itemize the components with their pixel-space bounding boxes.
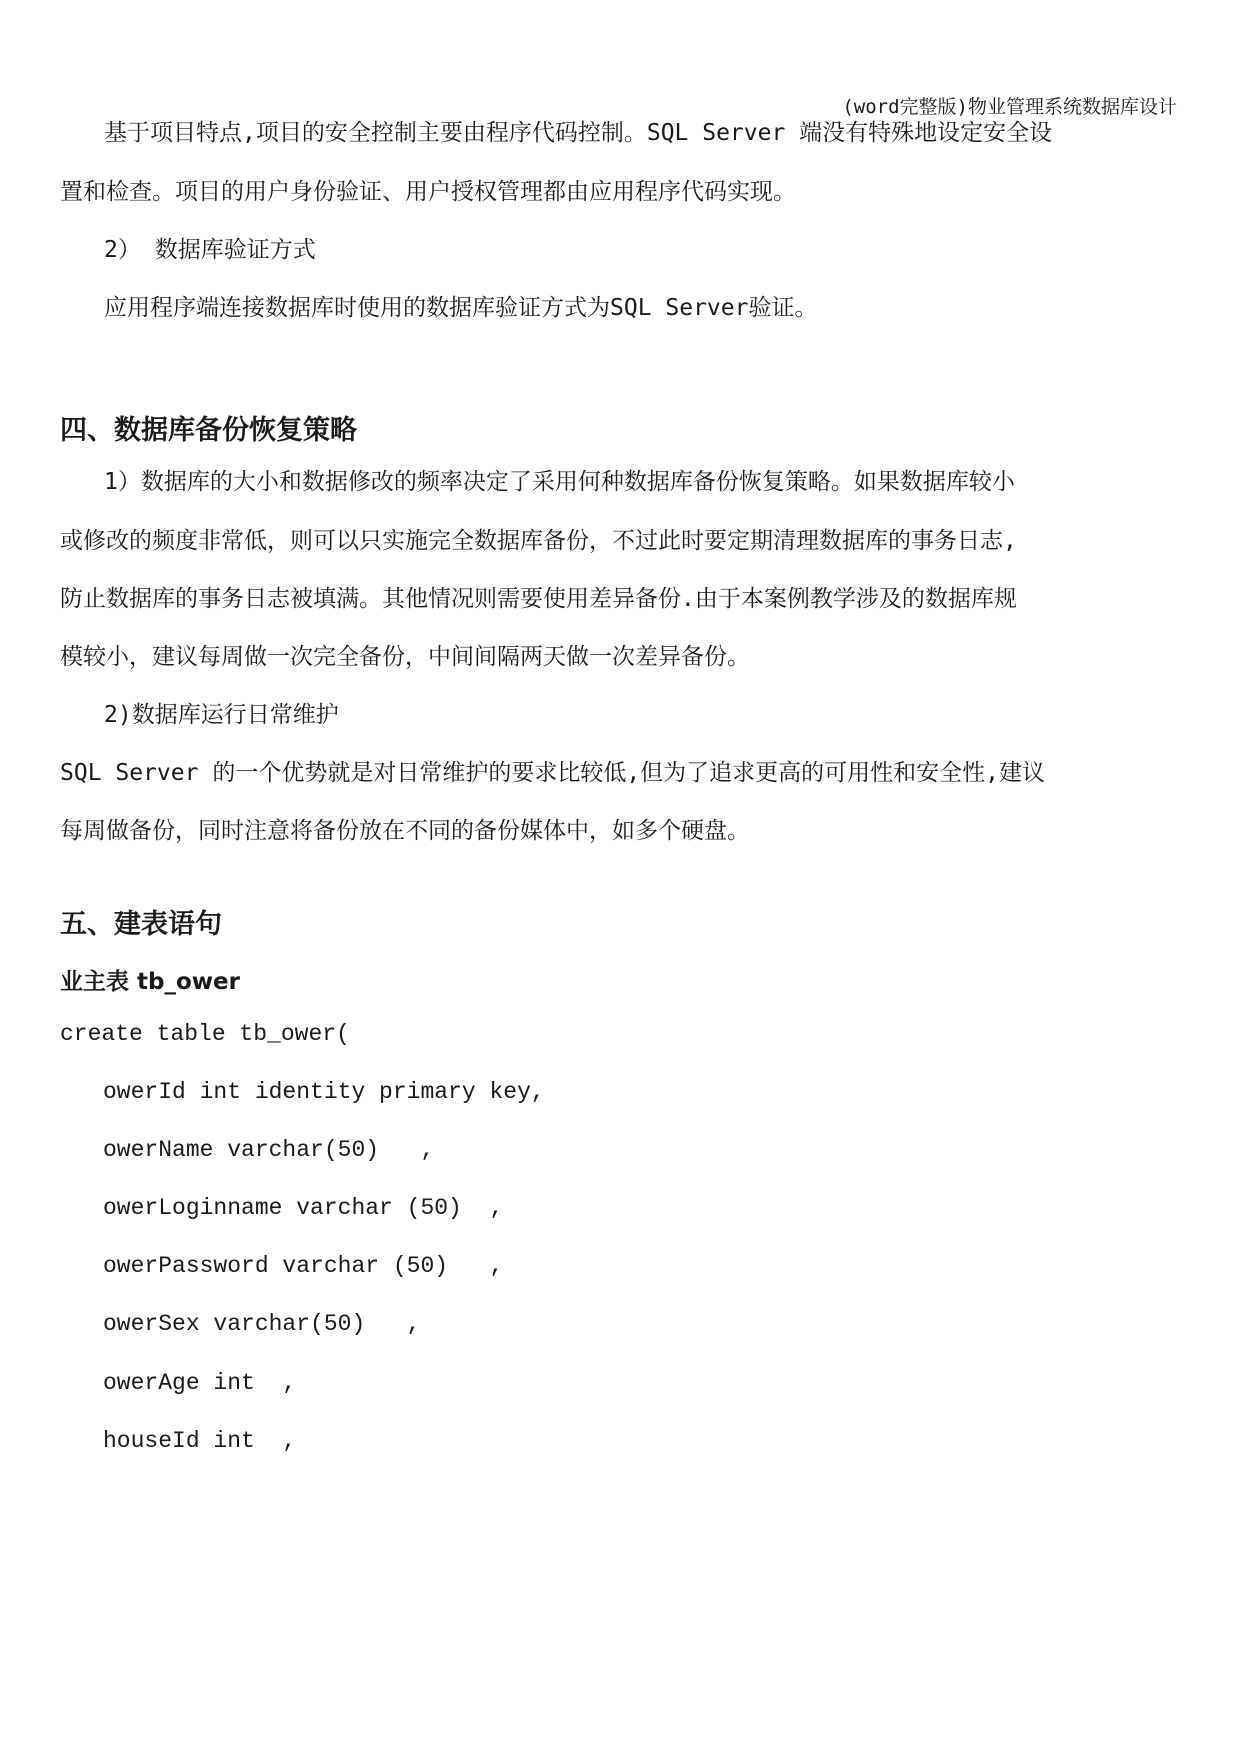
paragraph-line: SQL Server 的一个优势就是对日常维护的要求比较低,但为了追求更高的可用性和安全性,建议 [60,760,1046,786]
paragraph-line: 应用程序端连接数据库时使用的数据库验证方式为SQL Server验证。 [104,295,818,321]
code-line: create table tb_ower( [60,1021,350,1047]
paragraph-line: 模较小，建议每周做一次完全备份，中间间隔两天做一次差异备份。 [60,644,750,670]
list-item-title: 2)数据库运行日常维护 [104,702,339,728]
paragraph-line: 基于项目特点,项目的安全控制主要由程序代码控制。SQL Server 端没有特殊地设定安全设 [104,120,1053,146]
code-line: owerAge int , [103,1370,297,1396]
table-title: 业主表 tb_ower [60,969,240,995]
section-heading: 四、数据库备份恢复策略 [60,415,357,446]
paragraph-line: 每周做备份，同时注意将备份放在不同的备份媒体中，如多个硬盘。 [60,818,750,844]
paragraph-line: 置和检查。项目的用户身份验证、用户授权管理都由应用程序代码实现。 [60,179,796,205]
paragraph-line: 或修改的频度非常低，则可以只实施完全数据库备份，不过此时要定期清理数据库的事务日志, [60,528,1017,554]
code-line: houseId int , [103,1428,297,1454]
page-header: (word完整版)物业管理系统数据库设计 [842,96,1177,118]
paragraph-line: 防止数据库的事务日志被填满。其他情况则需要使用差异备份.由于本案例教学涉及的数据库规 [60,586,1017,612]
code-line: owerName varchar(50) , [103,1137,435,1163]
code-line: owerId int identity primary key, [103,1079,545,1105]
list-item-title: 2） 数据库验证方式 [104,237,316,263]
code-line: owerPassword varchar (50) , [103,1253,504,1279]
code-line: owerSex varchar(50) , [103,1311,421,1337]
code-line: owerLoginname varchar (50) , [103,1195,504,1221]
section-heading: 五、建表语句 [60,909,222,940]
paragraph-line: 1）数据库的大小和数据修改的频率决定了采用何种数据库备份恢复策略。如果数据库较小 [104,469,1015,495]
